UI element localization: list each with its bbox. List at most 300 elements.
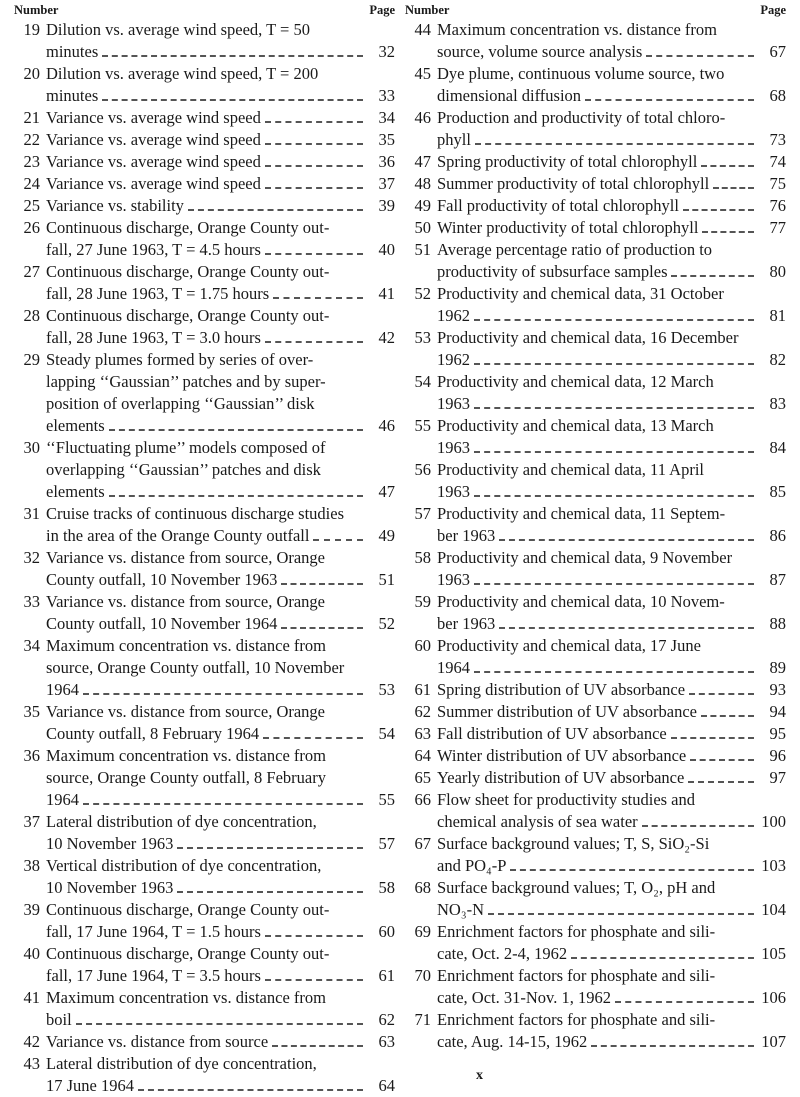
entry-title-line: Fall productivity of total chlorophyll bbox=[437, 196, 679, 215]
toc-entry bbox=[405, 151, 786, 173]
entry-number: 28 bbox=[23, 306, 40, 325]
entry-title-line: Summer productivity of total chlorophyll bbox=[437, 174, 710, 193]
entry-body bbox=[437, 239, 786, 283]
dot-leader bbox=[102, 55, 363, 57]
entry-title-line: 17 June 1964 bbox=[46, 1076, 134, 1095]
entry-last-line bbox=[437, 151, 786, 173]
entry-page-number: 68 bbox=[769, 86, 786, 105]
entry-title-line: Production and productivity of total chloro- bbox=[437, 108, 726, 127]
entry-last-line bbox=[437, 195, 786, 217]
dot-leader bbox=[585, 99, 754, 101]
entry-title-line: Productivity and chemical data, 11 April bbox=[437, 460, 704, 479]
entry-page-number: 57 bbox=[378, 834, 395, 853]
entry-title-line: Winter productivity of total chlorophyll bbox=[437, 218, 699, 237]
entry-number: 56 bbox=[414, 460, 431, 479]
entry-last-line bbox=[437, 701, 786, 723]
entry-last-line bbox=[46, 723, 395, 745]
page-column-label: Page bbox=[369, 3, 395, 17]
entry-page-number: 93 bbox=[769, 680, 786, 699]
entry-title-line: Productivity and chemical data, 9 November bbox=[437, 548, 733, 567]
entry-last-line bbox=[46, 239, 395, 261]
entry-title-line: minutes bbox=[46, 42, 99, 61]
toc-entry bbox=[405, 701, 786, 723]
toc-entry bbox=[14, 349, 395, 437]
entry-body bbox=[46, 701, 395, 745]
toc-entry bbox=[14, 63, 395, 107]
entry-title-line: Dye plume, continuous volume source, two bbox=[437, 64, 725, 83]
dot-leader bbox=[109, 495, 363, 497]
dot-leader bbox=[474, 583, 754, 585]
dot-leader bbox=[499, 627, 754, 629]
entry-number: 51 bbox=[414, 240, 431, 259]
entry-page-number: 60 bbox=[378, 922, 395, 941]
entry-title-line: Variance vs. average wind speed bbox=[46, 108, 261, 127]
entry-last-line bbox=[437, 613, 786, 635]
entry-last-line bbox=[46, 525, 395, 547]
left-column-header bbox=[14, 2, 395, 19]
entry-title-line: Productivity and chemical data, 10 Novem- bbox=[437, 592, 725, 611]
entry-last-line bbox=[46, 789, 395, 811]
entry-body bbox=[437, 789, 786, 833]
entry-title-line: Dilution vs. average wind speed, T = 50 bbox=[46, 20, 310, 39]
entry-last-line bbox=[437, 987, 786, 1009]
entry-title-line: Enrichment factors for phosphate and sili- bbox=[437, 1010, 716, 1029]
entry-last-line bbox=[437, 261, 786, 283]
entry-title-line: Surface background values; T, S, SiO₂-Si bbox=[437, 834, 710, 853]
entry-number: 26 bbox=[23, 218, 40, 237]
toc-entry bbox=[14, 107, 395, 129]
entry-number: 19 bbox=[23, 20, 40, 39]
entry-last-line bbox=[437, 679, 786, 701]
dot-leader bbox=[475, 143, 754, 145]
entry-last-line bbox=[46, 173, 395, 195]
entry-last-line bbox=[46, 107, 395, 129]
toc-entry bbox=[405, 19, 786, 63]
entry-page-number: 51 bbox=[378, 570, 395, 589]
entry-last-line bbox=[437, 437, 786, 459]
entry-title-line: Variance vs. average wind speed bbox=[46, 152, 261, 171]
entry-title-line: overlapping ‘‘Gaussian’’ patches and disk bbox=[46, 460, 321, 479]
entry-number: 49 bbox=[414, 196, 431, 215]
toc-entry bbox=[405, 327, 786, 371]
entry-body bbox=[437, 327, 786, 371]
entry-number: 65 bbox=[414, 768, 431, 787]
entry-page-number: 83 bbox=[769, 394, 786, 413]
entry-page-number: 103 bbox=[761, 856, 786, 875]
entry-page-number: 85 bbox=[769, 482, 786, 501]
entry-page-number: 73 bbox=[769, 130, 786, 149]
entry-body bbox=[46, 437, 395, 503]
entry-title-line: Variance vs. average wind speed bbox=[46, 130, 261, 149]
dot-leader bbox=[76, 1023, 363, 1025]
toc-entry bbox=[405, 591, 786, 635]
dot-leader bbox=[474, 451, 754, 453]
toc-entry bbox=[14, 1053, 395, 1097]
entry-body bbox=[437, 745, 786, 767]
entry-title-line: fall, 28 June 1963, T = 3.0 hours bbox=[46, 328, 261, 347]
dot-leader bbox=[671, 737, 754, 739]
entry-number: 45 bbox=[414, 64, 431, 83]
toc-entry bbox=[405, 283, 786, 327]
entry-number: 62 bbox=[414, 702, 431, 721]
dot-leader bbox=[272, 1045, 363, 1047]
entry-number: 59 bbox=[414, 592, 431, 611]
entry-page-number: 107 bbox=[761, 1032, 786, 1051]
entry-title-line: 1963 bbox=[437, 438, 470, 457]
entry-number: 67 bbox=[414, 834, 431, 853]
dot-leader bbox=[474, 671, 754, 673]
toc-entry bbox=[14, 305, 395, 349]
entry-title-line: fall, 27 June 1963, T = 4.5 hours bbox=[46, 240, 261, 259]
entry-title-line: elements bbox=[46, 482, 105, 501]
entry-title-line: 10 November 1963 bbox=[46, 834, 174, 853]
toc-entry bbox=[405, 459, 786, 503]
entry-last-line bbox=[437, 173, 786, 195]
entry-title-line: ber 1963 bbox=[437, 614, 496, 633]
toc-entry bbox=[14, 899, 395, 943]
entry-body bbox=[437, 371, 786, 415]
entry-title-line: dimensional diffusion bbox=[437, 86, 582, 105]
entry-title-line: Fall distribution of UV absorbance bbox=[437, 724, 667, 743]
entry-body bbox=[46, 811, 395, 855]
entry-title-line: elements bbox=[46, 416, 105, 435]
toc-entry bbox=[405, 173, 786, 195]
entry-page-number: 77 bbox=[769, 218, 786, 237]
entry-number: 36 bbox=[23, 746, 40, 765]
dot-leader bbox=[474, 319, 754, 321]
entry-title-line: Productivity and chemical data, 16 December bbox=[437, 328, 739, 347]
entry-last-line bbox=[437, 217, 786, 239]
entry-title-line: NO₃-N bbox=[437, 900, 484, 919]
entry-body bbox=[437, 217, 786, 239]
entry-body bbox=[437, 723, 786, 745]
entry-number: 40 bbox=[23, 944, 40, 963]
toc-entry bbox=[14, 701, 395, 745]
entry-body bbox=[437, 173, 786, 195]
entry-title-line: Productivity and chemical data, 11 Septem- bbox=[437, 504, 726, 523]
entry-number: 55 bbox=[414, 416, 431, 435]
entry-number: 41 bbox=[23, 988, 40, 1007]
entry-page-number: 34 bbox=[378, 108, 395, 127]
entry-last-line bbox=[437, 767, 786, 789]
entry-last-line bbox=[437, 943, 786, 965]
entry-title-line: 10 November 1963 bbox=[46, 878, 174, 897]
entry-title-line: Spring distribution of UV absorbance bbox=[437, 680, 686, 699]
toc-entry bbox=[14, 855, 395, 899]
page-column-label: Page bbox=[760, 3, 786, 17]
toc-entry bbox=[405, 503, 786, 547]
entry-last-line bbox=[46, 129, 395, 151]
dot-leader bbox=[263, 737, 363, 739]
entry-title-line: Cruise tracks of continuous discharge studies bbox=[46, 504, 345, 523]
entry-body bbox=[46, 63, 395, 107]
entry-number: 42 bbox=[23, 1032, 40, 1051]
toc-entry bbox=[14, 1031, 395, 1053]
entry-title-line: County outfall, 10 November 1964 bbox=[46, 614, 278, 633]
entry-title-line: 1963 bbox=[437, 482, 470, 501]
entry-number: 60 bbox=[414, 636, 431, 655]
dot-leader bbox=[474, 495, 754, 497]
entry-body bbox=[46, 19, 395, 63]
entry-body bbox=[46, 305, 395, 349]
entry-page-number: 104 bbox=[761, 900, 786, 919]
dot-leader bbox=[701, 715, 754, 717]
entry-title-line: cate, Oct. 31-Nov. 1, 1962 bbox=[437, 988, 611, 1007]
toc-entry bbox=[405, 635, 786, 679]
entry-number: 69 bbox=[414, 922, 431, 941]
entry-body bbox=[437, 767, 786, 789]
number-column-label: Number bbox=[14, 3, 59, 17]
entry-last-line bbox=[437, 855, 786, 877]
entry-title-line: Yearly distribution of UV absorbance bbox=[437, 768, 685, 787]
entry-number: 46 bbox=[414, 108, 431, 127]
toc-entry bbox=[405, 217, 786, 239]
entry-number: 27 bbox=[23, 262, 40, 281]
toc-entry bbox=[14, 943, 395, 987]
entry-number: 68 bbox=[414, 878, 431, 897]
toc-entry bbox=[405, 921, 786, 965]
entry-number: 32 bbox=[23, 548, 40, 567]
entry-title-line: Maximum concentration vs. distance from bbox=[46, 636, 326, 655]
entry-number: 43 bbox=[23, 1054, 40, 1073]
entry-number: 54 bbox=[414, 372, 431, 391]
entry-last-line bbox=[46, 327, 395, 349]
entry-title-line: 1964 bbox=[46, 680, 79, 699]
entry-last-line bbox=[46, 877, 395, 899]
entry-body bbox=[46, 855, 395, 899]
entry-number: 63 bbox=[414, 724, 431, 743]
entry-title-line: Productivity and chemical data, 13 March bbox=[437, 416, 714, 435]
entry-page-number: 36 bbox=[378, 152, 395, 171]
entry-page-number: 74 bbox=[769, 152, 786, 171]
entry-number: 50 bbox=[414, 218, 431, 237]
entry-title-line: Flow sheet for productivity studies and bbox=[437, 790, 696, 809]
dot-leader bbox=[713, 187, 754, 189]
entry-body bbox=[46, 943, 395, 987]
entry-page-number: 81 bbox=[769, 306, 786, 325]
entry-last-line bbox=[437, 1031, 786, 1053]
dot-leader bbox=[265, 143, 363, 145]
entry-body bbox=[46, 547, 395, 591]
toc-entry bbox=[405, 547, 786, 591]
toc-entry bbox=[405, 723, 786, 745]
dot-leader bbox=[102, 99, 363, 101]
entry-last-line bbox=[46, 85, 395, 107]
entry-title-line: Variance vs. distance from source, Orange bbox=[46, 592, 326, 611]
entry-page-number: 37 bbox=[378, 174, 395, 193]
entry-body bbox=[437, 195, 786, 217]
entry-title-line: Enrichment factors for phosphate and sili- bbox=[437, 922, 716, 941]
entry-number: 58 bbox=[414, 548, 431, 567]
entry-title-line: source, Orange County outfall, 10 November bbox=[46, 658, 345, 677]
left-entry-list bbox=[14, 19, 395, 1097]
dot-leader bbox=[281, 583, 363, 585]
dot-leader bbox=[702, 231, 754, 233]
dot-leader bbox=[188, 209, 363, 211]
entry-number: 71 bbox=[414, 1010, 431, 1029]
entry-page-number: 61 bbox=[378, 966, 395, 985]
dot-leader bbox=[701, 165, 754, 167]
entry-last-line bbox=[46, 679, 395, 701]
right-column bbox=[405, 2, 786, 1093]
toc-entry bbox=[14, 591, 395, 635]
entry-body bbox=[437, 877, 786, 921]
entry-body bbox=[46, 217, 395, 261]
toc-entry bbox=[405, 745, 786, 767]
entry-title-line: cate, Aug. 14-15, 1962 bbox=[437, 1032, 588, 1051]
entry-page-number: 88 bbox=[769, 614, 786, 633]
entry-page-number: 86 bbox=[769, 526, 786, 545]
entry-body bbox=[46, 899, 395, 943]
toc-entry bbox=[14, 745, 395, 811]
entry-title-line: Enrichment factors for phosphate and sili- bbox=[437, 966, 716, 985]
dot-leader bbox=[265, 121, 363, 123]
entry-last-line bbox=[46, 481, 395, 503]
dot-leader bbox=[571, 957, 754, 959]
entry-number: 52 bbox=[414, 284, 431, 303]
entry-number: 20 bbox=[23, 64, 40, 83]
toc-entry bbox=[14, 437, 395, 503]
toc-entry bbox=[405, 767, 786, 789]
entry-body bbox=[46, 195, 395, 217]
entry-body bbox=[46, 173, 395, 195]
entry-number: 64 bbox=[414, 746, 431, 765]
entry-last-line bbox=[46, 195, 395, 217]
dot-leader bbox=[671, 275, 754, 277]
entry-title-line: phyll bbox=[437, 130, 471, 149]
entry-number: 33 bbox=[23, 592, 40, 611]
entry-last-line bbox=[46, 41, 395, 63]
entry-title-line: 1962 bbox=[437, 306, 470, 325]
entry-title-line: minutes bbox=[46, 86, 99, 105]
toc-entry bbox=[14, 173, 395, 195]
entry-title-line: and PO₄-P bbox=[437, 856, 507, 875]
entry-title-line: Continuous discharge, Orange County out- bbox=[46, 262, 330, 281]
entry-title-line: Winter distribution of UV absorbance bbox=[437, 746, 687, 765]
entry-body bbox=[437, 965, 786, 1009]
entry-page-number: 53 bbox=[378, 680, 395, 699]
toc-entry bbox=[14, 151, 395, 173]
entry-page-number: 40 bbox=[378, 240, 395, 259]
entry-title-line: Variance vs. distance from source, Orange bbox=[46, 702, 326, 721]
toc-entry bbox=[14, 217, 395, 261]
entry-page-number: 80 bbox=[769, 262, 786, 281]
entry-last-line bbox=[46, 1075, 395, 1097]
entry-page-number: 75 bbox=[769, 174, 786, 193]
entry-body bbox=[46, 151, 395, 173]
entry-number: 21 bbox=[23, 108, 40, 127]
entry-page-number: 32 bbox=[378, 42, 395, 61]
entry-last-line bbox=[46, 613, 395, 635]
entry-body bbox=[46, 1031, 395, 1053]
entry-body bbox=[437, 635, 786, 679]
entry-last-line bbox=[46, 1031, 395, 1053]
entry-page-number: 54 bbox=[378, 724, 395, 743]
entry-title-line: Continuous discharge, Orange County out- bbox=[46, 900, 330, 919]
entry-title-line: Productivity and chemical data, 12 March bbox=[437, 372, 714, 391]
entry-last-line bbox=[46, 569, 395, 591]
entry-title-line: fall, 17 June 1964, T = 3.5 hours bbox=[46, 966, 261, 985]
entry-title-line: 1963 bbox=[437, 570, 470, 589]
entry-page-number: 95 bbox=[769, 724, 786, 743]
entry-last-line bbox=[437, 129, 786, 151]
entry-title-line: Continuous discharge, Orange County out- bbox=[46, 218, 330, 237]
dot-leader bbox=[265, 187, 363, 189]
entry-page-number: 52 bbox=[378, 614, 395, 633]
entry-body bbox=[437, 833, 786, 877]
dot-leader bbox=[273, 297, 363, 299]
entry-body bbox=[437, 503, 786, 547]
entry-page-number: 89 bbox=[769, 658, 786, 677]
entry-page-number: 42 bbox=[378, 328, 395, 347]
entry-title-line: 1964 bbox=[437, 658, 470, 677]
dot-leader bbox=[265, 253, 363, 255]
entry-title-line: Lateral distribution of dye concentration, bbox=[46, 812, 317, 831]
right-column-header bbox=[405, 2, 786, 19]
dot-leader bbox=[313, 539, 363, 541]
entry-last-line bbox=[46, 833, 395, 855]
entry-last-line bbox=[437, 899, 786, 921]
entry-page-number: 33 bbox=[378, 86, 395, 105]
entry-number: 29 bbox=[23, 350, 40, 369]
entry-title-line: Spring productivity of total chlorophyll bbox=[437, 152, 698, 171]
page-footer-mark: x bbox=[476, 1068, 483, 1083]
dot-leader bbox=[591, 1045, 754, 1047]
entry-title-line: Variance vs. distance from source bbox=[46, 1032, 269, 1051]
toc-entry bbox=[405, 1009, 786, 1053]
entry-body bbox=[46, 1053, 395, 1097]
entry-last-line bbox=[437, 41, 786, 63]
entry-last-line bbox=[437, 349, 786, 371]
entry-number: 48 bbox=[414, 174, 431, 193]
dot-leader bbox=[642, 825, 754, 827]
dot-leader bbox=[83, 803, 363, 805]
dot-leader bbox=[510, 869, 754, 871]
dot-leader bbox=[646, 55, 754, 57]
dot-leader bbox=[138, 1089, 363, 1091]
entry-body bbox=[437, 19, 786, 63]
entry-body bbox=[437, 547, 786, 591]
entry-body bbox=[437, 591, 786, 635]
dot-leader bbox=[615, 1001, 754, 1003]
entry-title-line: ‘‘Fluctuating plume’’ models composed of bbox=[46, 438, 326, 457]
entry-number: 25 bbox=[23, 196, 40, 215]
entry-title-line: Variance vs. average wind speed bbox=[46, 174, 261, 193]
entry-page-number: 105 bbox=[761, 944, 786, 963]
entry-number: 37 bbox=[23, 812, 40, 831]
entry-body bbox=[437, 151, 786, 173]
dot-leader bbox=[265, 341, 363, 343]
dot-leader bbox=[83, 693, 363, 695]
entry-title-line: Summer distribution of UV absorbance bbox=[437, 702, 697, 721]
entry-body bbox=[46, 261, 395, 305]
entry-last-line bbox=[437, 811, 786, 833]
entry-title-line: fall, 28 June 1963, T = 1.75 hours bbox=[46, 284, 270, 303]
right-entry-list bbox=[405, 19, 786, 1053]
number-column-label: Number bbox=[405, 3, 450, 17]
entry-page-number: 94 bbox=[769, 702, 786, 721]
entry-body bbox=[46, 129, 395, 151]
entry-title-line: chemical analysis of sea water bbox=[437, 812, 638, 831]
toc-entry bbox=[14, 635, 395, 701]
entry-number: 34 bbox=[23, 636, 40, 655]
entry-last-line bbox=[437, 569, 786, 591]
entry-page-number: 97 bbox=[769, 768, 786, 787]
entry-page-number: 67 bbox=[769, 42, 786, 61]
entry-title-line: ber 1963 bbox=[437, 526, 496, 545]
entry-last-line bbox=[46, 921, 395, 943]
entry-title-line: in the area of the Orange County outfall bbox=[46, 526, 310, 545]
